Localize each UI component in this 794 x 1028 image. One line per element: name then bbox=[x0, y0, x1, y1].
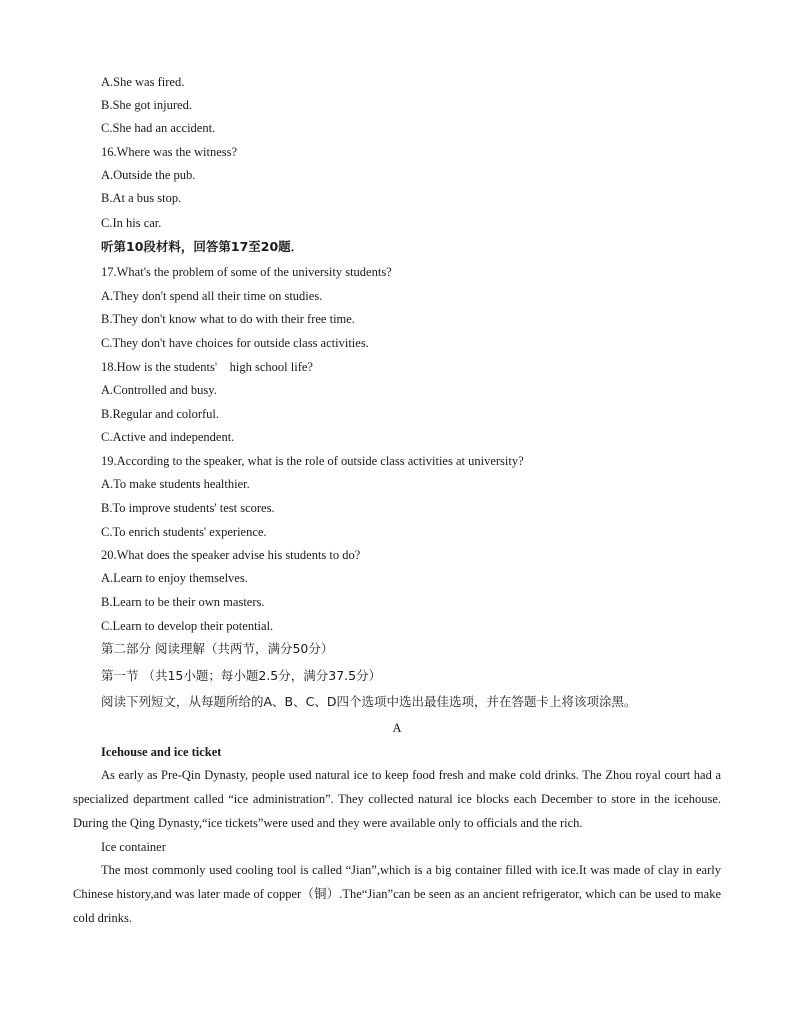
q19-option-c: C.To enrich students' experience. bbox=[101, 525, 267, 539]
q15-option-c: C.She had an accident. bbox=[101, 121, 216, 135]
section1-heading: 第一节 （共15小题；每小题2.5分，满分37.5分） bbox=[101, 668, 382, 683]
q16-option-a: A.Outside the pub. bbox=[101, 168, 196, 182]
section-10-instruction: 听第10段材料，回答第17至20题． bbox=[101, 239, 304, 254]
q17-option-c: C.They don't have choices for outside class activities. bbox=[101, 336, 369, 350]
q17-question: 17.What's the problem of some of the university students? bbox=[101, 265, 392, 279]
q18-question: 18.How is the students' high school life? bbox=[101, 360, 313, 374]
q16-option-b: B.At a bus stop. bbox=[101, 191, 182, 205]
q15-option-a: A.She was fired. bbox=[101, 75, 185, 89]
passage-label: A bbox=[392, 721, 402, 735]
q17-option-a: A.They don't spend all their time on studies. bbox=[101, 289, 323, 303]
q20-option-c: C.Learn to develop their potential. bbox=[101, 619, 274, 633]
q16-option-c: C.In his car. bbox=[101, 216, 162, 230]
q19-option-a: A.To make students healthier. bbox=[101, 477, 250, 491]
q16-question: 16.Where was the witness? bbox=[101, 145, 238, 159]
q18-option-c: C.Active and independent. bbox=[101, 430, 235, 444]
paragraph-2: The most commonly used cooling tool is called “Jian”,which is a big container filled with ice.It was made of clay in early Chinese history,and was later made of copper（铜）.The“Jian”can be seen as an ancient refrigerator, which can be used to make cold drinks. bbox=[73, 863, 721, 925]
q18-option-b: B.Regular and colorful. bbox=[101, 407, 220, 421]
q20-option-a: A.Learn to enjoy themselves. bbox=[101, 571, 248, 585]
paragraph-1: As early as Pre-Qin Dynasty, people used natural ice to keep food fresh and make cold drinks. The Zhou royal court had a specialized department called “ice administration”. They collected natural ice blocks each December to store in the icehouse. During the Qing Dynasty,“ice tickets”were used and they were available only to officials and the rich. bbox=[73, 768, 721, 830]
q20-question: 20.What does the speaker advise his students to do? bbox=[101, 548, 361, 562]
reading-instruction: 阅读下列短文，从每题所给的A、B、C、D四个选项中选出最佳选项，并在答题卡上将该项涂黑。 bbox=[101, 694, 637, 709]
q17-option-b: B.They don't know what to do with their free time. bbox=[101, 312, 355, 326]
subheading-ice-container: Ice container bbox=[101, 840, 166, 854]
q15-option-b: B.She got injured. bbox=[101, 98, 192, 112]
part2-heading: 第二部分 阅读理解（共两节，满分50分） bbox=[101, 641, 334, 656]
q19-option-b: B.To improve students' test scores. bbox=[101, 501, 275, 515]
q18-option-a: A.Controlled and busy. bbox=[101, 383, 217, 397]
passage-title: Icehouse and ice ticket bbox=[101, 745, 222, 759]
q20-option-b: B.Learn to be their own masters. bbox=[101, 595, 265, 609]
q19-question: 19.According to the speaker, what is the role of outside class activities at university? bbox=[101, 454, 524, 468]
